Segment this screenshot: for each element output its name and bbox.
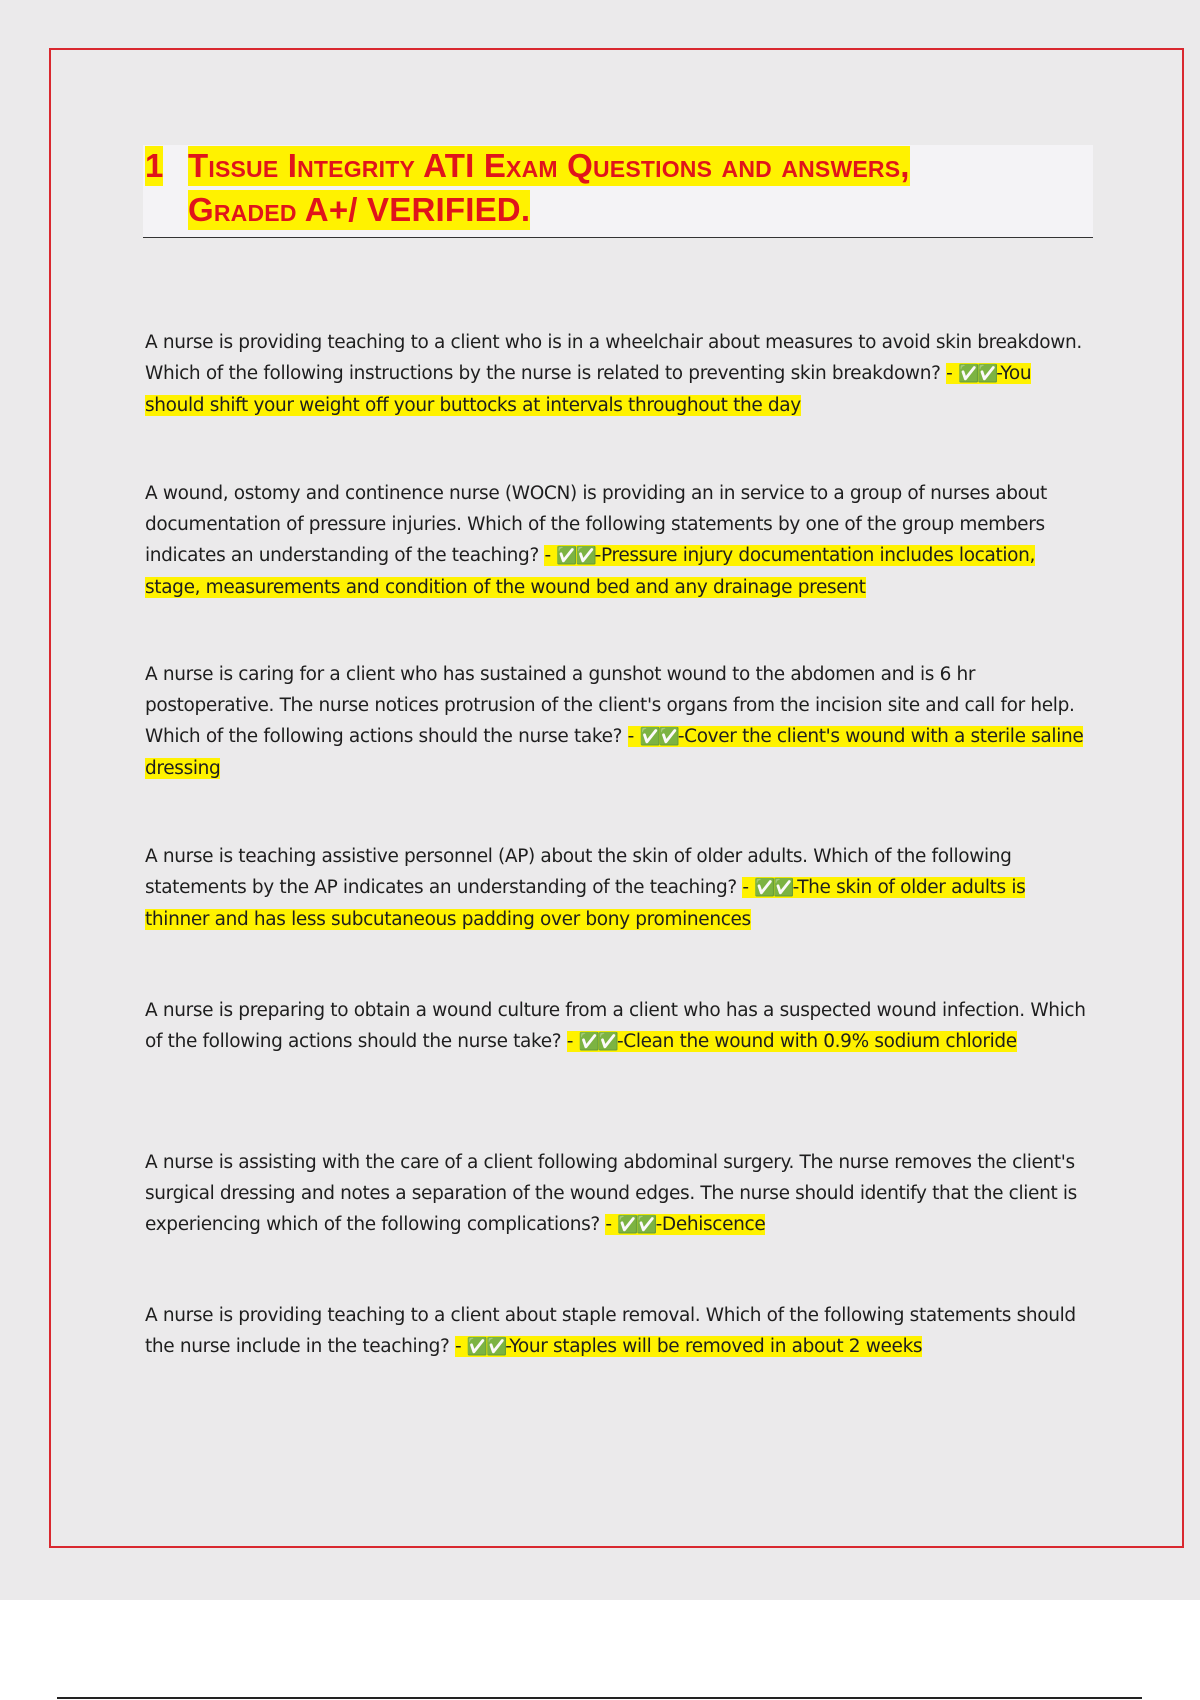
double-check-icon: ✅✅ — [556, 546, 595, 566]
answer-text: Pressure injury documentation includes location, stage, measurements and condition of the wound bed and any drainage present — [145, 545, 1036, 598]
qa-item-2 — [145, 478, 1095, 603]
double-check-icon: ✅✅ — [617, 1215, 656, 1235]
qa-item-5 — [145, 995, 1095, 1058]
qa-item-6 — [145, 1147, 1095, 1241]
double-check-icon: ✅✅ — [754, 878, 793, 898]
question-text: A nurse is caring for a client who has sustained a gunshot wound to the abdomen and is 6 hr postoperative. The nurse notices protrusion of the client's organs from the incision site and call for help. Which of the following actions should the nurse take? — [145, 664, 1075, 747]
answer-text: Dehiscence — [661, 1214, 766, 1235]
answer-highlight: - ✅✅-Pressure injury documentation includes location, stage, measurements and condition of the wound bed and any drainage present — [145, 545, 1036, 598]
answer-text: Clean the wound with 0.9% sodium chloride — [623, 1031, 1017, 1052]
title-number: 1 — [145, 147, 164, 184]
double-check-icon: ✅✅ — [466, 1337, 506, 1357]
answer-text: Your staples will be removed in about 2 weeks — [509, 1336, 923, 1357]
answer-text: You should shift your weight off your buttocks at intervals throughout the day — [145, 363, 1032, 416]
question-text: A nurse is preparing to obtain a wound culture from a client who has a suspected wound infection. Which of the following actions should the nurse take? — [145, 1000, 1086, 1052]
answer-highlight: - ✅✅-Cover the client's wound with a sterile saline dressing — [145, 726, 1084, 779]
qa-item-3 — [145, 659, 1095, 784]
answer-highlight: - ✅✅-Clean the wound with 0.9% sodium chloride — [566, 1031, 1017, 1052]
answer-highlight: - ✅✅-The skin of older adults is thinner and has less subcutaneous padding over bony prominences — [145, 877, 1026, 930]
qa-item-4 — [145, 841, 1095, 935]
qa-item-1 — [145, 327, 1095, 421]
question-text: A nurse is providing teaching to a client who is in a wheelchair about measures to avoid skin breakdown. Which of the following instructions by the nurse is related to preventing skin breakdown? — [145, 332, 1082, 384]
question-text: A wound, ostomy and continence nurse (WOCN) is providing an in service to a group of nurses about documentation of pressure injuries. Which of the following statements by one of the group members indicates an understanding of the teaching? — [145, 483, 1047, 566]
question-text: A nurse is providing teaching to a client about staple removal. Which of the following statements should the nurse include in the teaching? — [145, 1305, 1076, 1357]
question-text: A nurse is teaching assistive personnel (AP) about the skin of older adults. Which of the following statements by the AP indicates an understanding of the teaching? — [145, 846, 1012, 898]
question-text: A nurse is assisting with the care of a client following abdominal surgery. The nurse removes the client's surgical dressing and notes a separation of the wound edges. The nurse should identify that the client is experiencing which of the following complications? — [145, 1152, 1077, 1235]
answer-text: Cover the client's wound with a sterile saline dressing — [145, 726, 1084, 779]
answer-highlight: - ✅✅-You should shift your weight off your buttocks at intervals throughout the day — [145, 363, 1032, 416]
double-check-icon: ✅✅ — [639, 727, 678, 747]
double-check-icon: ✅✅ — [578, 1032, 617, 1052]
answer-text: The skin of older adults is thinner and has less subcutaneous padding over bony prominences — [145, 877, 1026, 930]
answer-highlight: - ✅✅-Your staples will be removed in about 2 weeks — [455, 1336, 923, 1357]
qa-item-7 — [145, 1300, 1095, 1363]
document-title-line-2: Graded A+/ VERIFIED. — [188, 191, 531, 228]
double-check-icon: ✅✅ — [957, 364, 997, 384]
document-title-line-1: Tissue Integrity ATI Exam Questions and answers, — [188, 147, 910, 184]
footer-rule — [57, 1697, 1142, 1699]
answer-highlight: - ✅✅-Dehiscence — [605, 1214, 766, 1235]
